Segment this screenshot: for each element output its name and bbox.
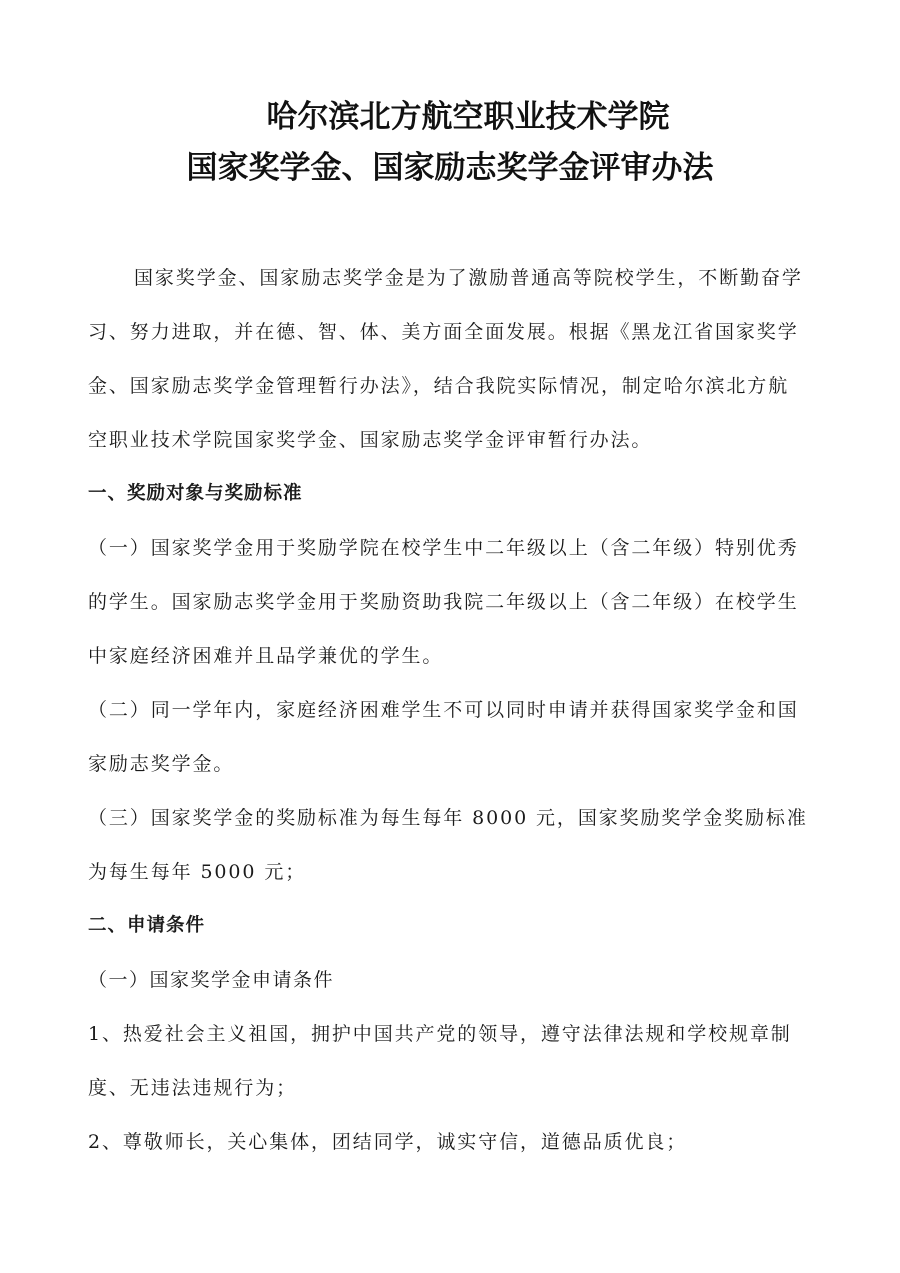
paragraph-line: 度、无违法违规行为； [88,1077,298,1099]
paragraph-line: 中家庭经济困难并且品学兼优的学生。 [88,645,444,667]
section1-item-2 [88,690,808,798]
paragraph-line: 1、热爱社会主义祖国，拥护中国共产党的领导，遵守法律法规和学校规章制 [88,1023,792,1045]
document-title-line-2: 国家奖学金、国家励志奖学金评审办法 [186,150,714,186]
section-heading-1: 一、奖励对象与奖励标准 [88,483,303,504]
paragraph-line: 为每生每年 5000 元； [88,861,307,883]
section1-item-3 [88,798,808,906]
paragraph-line: 习、努力进取，并在德、智、体、美方面全面发展。根据《黑龙江省国家奖学 [88,321,799,343]
paragraph-line: 家励志奖学金。 [88,753,235,775]
paragraph-line: （三）国家奖学金的奖励标准为每生每年 8000 元，国家奖励奖学金奖励标准 [88,807,808,829]
document-title-line-1: 哈尔滨北方航空职业技术学院 [266,99,670,135]
paragraph-line: （一）国家奖学金用于奖励学院在校学生中二年级以上（含二年级）特别优秀 [88,537,799,559]
condition-2 [88,1122,808,1176]
section-heading-2: 二、申请条件 [88,915,206,936]
paragraph-line: （二）同一学年内，家庭经济困难学生不可以同时申请并获得国家奖学金和国 [88,699,799,721]
paragraph-line: 的学生。国家励志奖学金用于奖励资助我院二年级以上（含二年级）在校学生 [88,591,799,613]
section1-item-1 [88,528,808,690]
paragraph-line: 金、国家励志奖学金管理暂行办法》，结合我院实际情况，制定哈尔滨北方航 [88,375,790,397]
paragraph-line: 空职业技术学院国家奖学金、国家励志奖学金评审暂行办法。 [88,429,653,451]
section2-subheading: （一）国家奖学金申请条件 [88,969,335,991]
document-body [88,258,808,1176]
condition-1 [88,1014,808,1122]
paragraph-line: 2、尊敬师长，关心集体，团结同学，诚实守信，道德品质优良； [88,1131,688,1153]
intro-paragraph [88,258,808,474]
paragraph-line: 国家奖学金、国家励志奖学金是为了激励普通高等院校学生，不断勤奋学 [134,267,803,289]
